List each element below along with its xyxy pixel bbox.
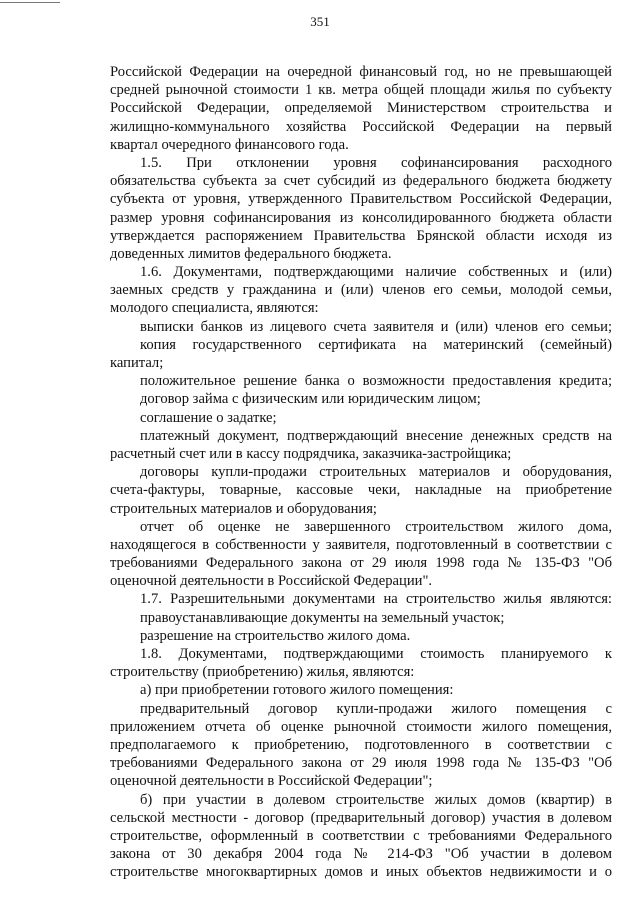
text-line: приложением отчета об оценке рыночной стоимости жилого помещения,	[110, 718, 612, 735]
text-line: Российской Федерации на очередной финансовый год, но не превышающей	[110, 64, 612, 80]
text-line: капитал;	[110, 355, 164, 371]
text-line: договоры купли-продажи строительных материалов и оборудования,	[140, 464, 612, 481]
text-line: сельской местности - договор (предварительный договор) участия в долевом	[110, 809, 612, 826]
text-line: соглашение о задатке;	[140, 409, 277, 426]
text-line: средней рыночной стоимости 1 кв. метра общей площади жилья по субъекту	[110, 82, 612, 99]
text-line: требованиями Федерального закона от 29 июля 1998 года № 135-ФЗ "Об	[110, 755, 612, 772]
text-line: строительстве многоквартирных домов и иных объектов недвижимости и о	[110, 864, 612, 881]
text-line: строительстве, оформленный в соответствии с требованиями Федерального	[110, 827, 612, 844]
text-line: доведенных лимитов федерального бюджета.	[110, 245, 392, 262]
text-line: заемных средств у гражданина и (или) членов его семьи, молодой семьи,	[110, 282, 612, 299]
text-line: квартал очередного финансового года.	[110, 136, 349, 153]
document-body	[110, 63, 612, 881]
text-line: утверждается распоряжением Правительства Брянской области исходя из	[110, 227, 612, 244]
text-line: расчетный счет или в кассу подрядчика, заказчика-застройщика;	[110, 445, 512, 462]
text-line: оценочной деятельности в Российской Федерации".	[110, 573, 433, 590]
text-line: правоустанавливающие документы на земельный участок;	[140, 609, 505, 626]
text-line: б) при участии в долевом строительстве жилых домов (квартир) в	[140, 791, 612, 808]
text-line: закона от 30 декабря 2004 года № 214-ФЗ "Об участии в долевом	[110, 846, 612, 863]
text-line: находящегося в собственности у заявителя, подготовленный в соответствии с	[110, 536, 612, 553]
text-line: строительных материалов и оборудования;	[110, 500, 377, 517]
text-line: 1.7. Разрешительными документами на строительство жилья являются:	[140, 591, 612, 608]
scan-top-edge-line	[0, 2, 60, 3]
text-line: предварительный договор купли-продажи жилого помещения с	[140, 700, 612, 717]
text-line: 1.6. Документами, подтверждающими наличие собственных и (или)	[140, 264, 612, 281]
text-line: копия государственного сертификата на материнский (семейный)	[140, 336, 612, 353]
page-number: 351	[310, 14, 330, 29]
text-line: 1.5. При отклонении уровня софинансирования расходного	[140, 154, 612, 171]
text-line: 1.8. Документами, подтверждающими стоимость планируемого к	[140, 646, 612, 662]
text-line: платежный документ, подтверждающий внесение денежных средств на	[140, 427, 612, 444]
text-line: разрешение на строительство жилого дома.	[140, 627, 411, 644]
text-line: предполагаемого к приобретению, подготовленного в соответствии с	[110, 736, 612, 753]
text-line: а) при приобретении готового жилого помещения:	[140, 682, 454, 699]
text-line: отчет об оценке не завершенного строительством жилого дома,	[140, 518, 612, 535]
text-line: жилищно-коммунального хозяйства Российской Федерации на первый	[110, 118, 612, 135]
text-line: субъекта от уровня, утвержденного Правительством Российской Федерации,	[110, 191, 612, 208]
text-line: выписки банков из лицевого счета заявителя и (или) членов его семьи;	[140, 318, 612, 335]
text-line: договор займа с физическим или юридическим лицом;	[140, 391, 481, 408]
text-line: строительству (приобретению) жилья, являются:	[110, 664, 415, 681]
text-line: размер уровня софинансирования из консолидированного бюджета области	[110, 209, 612, 226]
text-line: обязательства субъекта за счет субсидий из федерального бюджета бюджету	[110, 173, 612, 190]
text-line: оценочной деятельности в Российской Федерации";	[110, 773, 433, 790]
text-line: требованиями Федерального закона от 29 июля 1998 года № 135-ФЗ "Об	[110, 555, 612, 572]
text-line: Российской Федерации, определяемой Министерством строительства и	[110, 100, 612, 117]
text-line: положительное решение банка о возможности предоставления кредита;	[140, 373, 612, 390]
text-line: счета-фактуры, товарные, кассовые чеки, накладные на приобретение	[110, 482, 612, 499]
text-line: молодого специалиста, являются:	[110, 300, 319, 317]
